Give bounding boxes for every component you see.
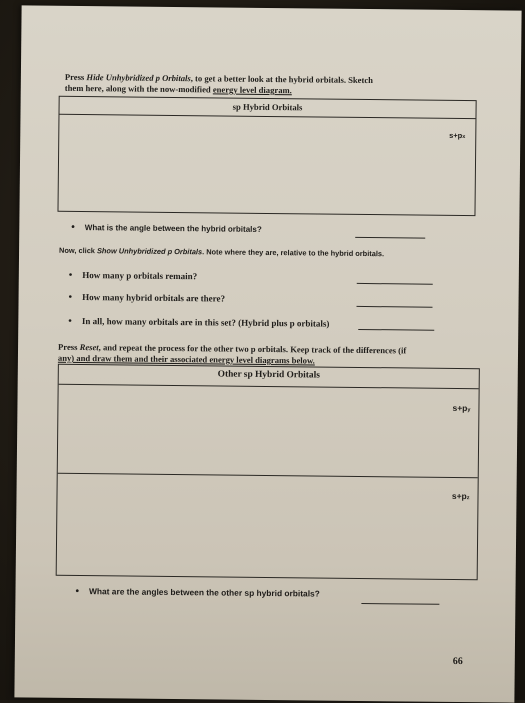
question-other-angles: • What are the angles between the other sp hybrid orbitals? — [75, 585, 320, 599]
bullet-icon: • — [75, 585, 80, 598]
show-unhybridized-instruction: Now, click Show Unhybridized p Orbitals. Note where they are, relative to the hybrid orbitals. — [59, 245, 385, 259]
question-angle: • What is the angle between the hybrid orbitals? — [71, 221, 262, 234]
answer-blank-total-orbitals[interactable] — [358, 329, 434, 331]
sp-box-title: sp Hybrid Orbitals — [232, 101, 303, 113]
sp-box-orbital-label: s+px — [449, 130, 466, 141]
intro-line-2: them here, along with the now-modified energy level diagram. — [64, 82, 292, 96]
bullet-icon: • — [68, 269, 73, 281]
question-hybrid-orbitals: • How many hybrid orbitals are there? — [68, 291, 226, 304]
answer-blank-other-angles[interactable] — [361, 603, 439, 605]
bullet-icon: • — [71, 221, 75, 233]
other-box-orbital-label-top: s+py — [452, 402, 471, 414]
question-p-orbitals: • How many p orbitals remain? — [68, 269, 198, 282]
reset-line-1: Press Reset, and repeat the process for the other two p orbitals. Keep track of the differences (if — [58, 341, 407, 356]
intro-text — [65, 72, 373, 97]
intro-line-1: Press Hide Unhybridized p Orbitals, to get a better look at the hybrid orbitals. Sketch — [64, 71, 374, 86]
sp-box-title-divider — [59, 114, 475, 119]
bullet-icon: • — [68, 315, 72, 327]
other-box-title: Other sp Hybrid Orbitals — [217, 369, 320, 381]
question-total-orbitals: • In all, how many orbitals are in this set? (Hybrid plus p orbitals) — [68, 315, 330, 329]
bullet-icon: • — [68, 291, 73, 303]
answer-blank-p-orbitals[interactable] — [357, 283, 433, 285]
answer-blank-hybrid-orbitals[interactable] — [356, 306, 432, 308]
answer-blank-angle[interactable] — [355, 237, 425, 239]
worksheet-page — [14, 5, 521, 702]
other-box-middle-divider — [58, 473, 478, 478]
sp-hybrid-orbitals-box — [57, 96, 476, 216]
page-number: 66 — [452, 655, 463, 668]
reset-line-2: any) and draw them and their associated energy level diagrams below. — [57, 352, 315, 366]
other-sp-hybrid-orbitals-box — [56, 364, 480, 580]
other-box-orbital-label-bottom: s+pz — [451, 490, 470, 502]
other-box-title-divider — [59, 384, 479, 389]
